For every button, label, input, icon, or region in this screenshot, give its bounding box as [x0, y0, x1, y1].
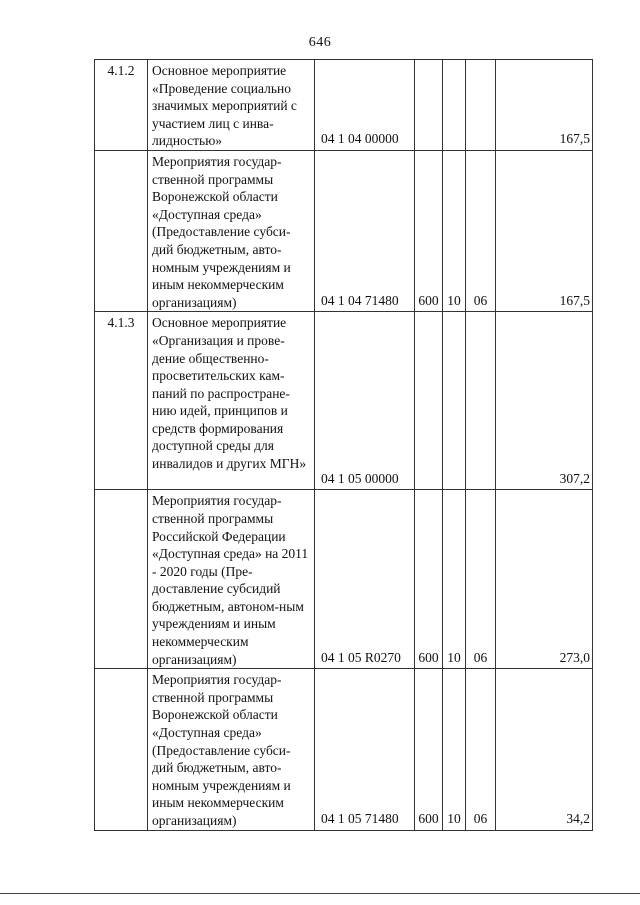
amount: 167,5 [496, 150, 593, 311]
budget-table [94, 59, 593, 831]
section-code: 10 [443, 150, 466, 311]
subsection-code: 06 [466, 490, 496, 669]
target-article-code: 04 1 05 R0270 [315, 490, 415, 669]
subsection-code: 06 [466, 150, 496, 311]
amount: 167,5 [496, 60, 593, 151]
item-number [95, 490, 148, 669]
page-number: 646 [308, 35, 332, 50]
amount: 273,0 [496, 490, 593, 669]
subsection-code [466, 60, 496, 151]
item-name: Основное мероприятие «Проведение социально значимых мероприятий с участием лиц с инва-лидностью» [148, 60, 315, 151]
table-row [95, 669, 593, 830]
subsection-code [466, 312, 496, 490]
table-row [95, 490, 593, 669]
expense-type-code: 600 [415, 490, 443, 669]
table-row [95, 60, 593, 151]
subsection-code: 06 [466, 669, 496, 830]
amount: 307,2 [496, 312, 593, 490]
expense-type-code [415, 60, 443, 151]
item-number: 4.1.3 [95, 312, 148, 490]
table-row [95, 150, 593, 311]
item-name: Мероприятия государ-ственной программы Российской Федерации «Доступная среда» на 2011 - 2020 годы (Пре-доставление субсидий бюджетным, автоном-ным учреждениям и иным некоммерческим организациям) [148, 490, 315, 669]
expense-type-code: 600 [415, 150, 443, 311]
section-code: 10 [443, 669, 466, 830]
expense-type-code [415, 312, 443, 490]
item-name: Мероприятия государ-ственной программы Воронежской области «Доступная среда» (Предоставление субси-дий бюджетным, авто-номным учреждениям и иным некоммерческим организациям) [148, 669, 315, 830]
section-code [443, 60, 466, 151]
amount: 34,2 [496, 669, 593, 830]
page-bottom-rule [0, 893, 640, 894]
target-article-code: 04 1 04 00000 [315, 60, 415, 151]
item-number [95, 669, 148, 830]
target-article-code: 04 1 05 71480 [315, 669, 415, 830]
section-code: 10 [443, 490, 466, 669]
target-article-code: 04 1 04 71480 [315, 150, 415, 311]
section-code [443, 312, 466, 490]
table-row [95, 312, 593, 490]
item-number: 4.1.2 [95, 60, 148, 151]
expense-type-code: 600 [415, 669, 443, 830]
item-name: Основное мероприятие «Организация и прове-дение общественно-просветительских кам-паний по распростране-нию идей, принципов и средств формирования доступной среды для инвалидов и других МГН» [148, 312, 315, 490]
item-name: Мероприятия государ-ственной программы Воронежской области «Доступная среда» (Предоставление субси-дий бюджетным, авто-номным учреждениям и иным некоммерческим организациям) [148, 150, 315, 311]
target-article-code: 04 1 05 00000 [315, 312, 415, 490]
item-number [95, 150, 148, 311]
